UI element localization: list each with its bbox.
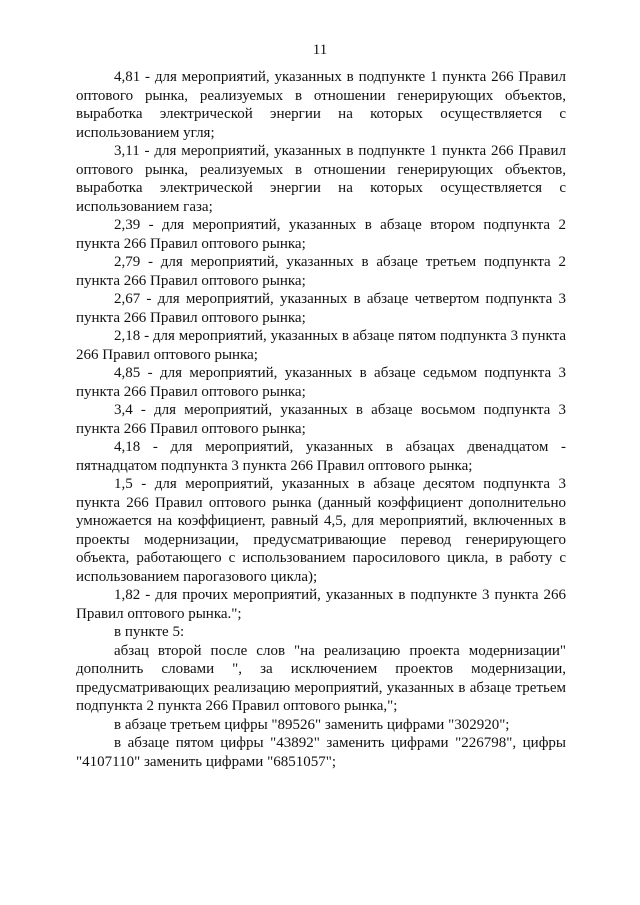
page-number: 11 (312, 42, 328, 58)
paragraph-abzac-vtoroy: абзац второй после слов "на реализацию проекта модернизации" дополнить словами ", за исключением проектов модернизации, предусматривающих реализацию мероприятий, указанных в абзаце третьем подпункта 2 пункта 266 Правил оптового рынка,"; (76, 642, 566, 714)
paragraph-gas: 3,11 - для мероприятий, указанных в подпункте 1 пункта 266 Правил оптового рынка, реализуемых в отношении генерирующих объектов, выработка электрической энергии на которых осуществляется с использованием газа; (76, 143, 566, 215)
paragraph-1-5: 1,5 - для мероприятий, указанных в абзаце десятом подпункта 3 пункта 266 Правил оптового рынка (данный коэффициент дополнительно умножается на коэффициент, равный 4,5, для мероприятий, включенных в проекты модернизации, предусматривающие перевод генерирующего объекта, работающего с использованием паросилового цикла, в работу с использованием парогазового цикла); (76, 476, 566, 585)
paragraph-point-5: в пункте 5: (114, 624, 185, 640)
paragraph-2-79: 2,79 - для мероприятий, указанных в абзаце третьем подпункта 2 пункта 266 Правил оптового рынка; (76, 254, 566, 289)
paragraph-4-18: 4,18 - для мероприятий, указанных в абзацах двенадцатом - пятнадцатом подпункта 3 пункта 266 Правил оптового рынка; (76, 439, 566, 474)
paragraph-2-18: 2,18 - для мероприятий, указанных в абзаце пятом подпункта 3 пункта 266 Правил оптового рынка; (76, 328, 566, 363)
paragraph-abzac-tretiy: в абзаце третьем цифры "89526" заменить цифрами "302920"; (114, 716, 510, 733)
document-body (76, 68, 566, 771)
paragraph-4-85: 4,85 - для мероприятий, указанных в абзаце седьмом подпункта 3 пункта 266 Правил оптового рынка; (76, 365, 566, 400)
paragraph-3-4: 3,4 - для мероприятий, указанных в абзаце восьмом подпункта 3 пункта 266 Правил оптового рынка; (76, 402, 566, 437)
paragraph-coal: 4,81 - для мероприятий, указанных в подпункте 1 пункта 266 Правил оптового рынка, реализуемых в отношении генерирующих объектов, выработка электрической энергии на которых осуществляется с использованием угля; (76, 69, 566, 141)
paragraph-2-39: 2,39 - для мероприятий, указанных в абзаце втором подпункта 2 пункта 266 Правил оптового рынка; (76, 217, 566, 252)
paragraph-abzac-pyatyy: в абзаце пятом цифры "43892" заменить цифрами "226798", цифры "4107110" заменить цифрами "6851057"; (76, 735, 566, 770)
paragraph-2-67: 2,67 - для мероприятий, указанных в абзаце четвертом подпункта 3 пункта 266 Правил оптового рынка; (76, 291, 566, 326)
paragraph-1-82: 1,82 - для прочих мероприятий, указанных в подпункте 3 пункта 266 Правил оптового рынка."; (76, 587, 566, 622)
